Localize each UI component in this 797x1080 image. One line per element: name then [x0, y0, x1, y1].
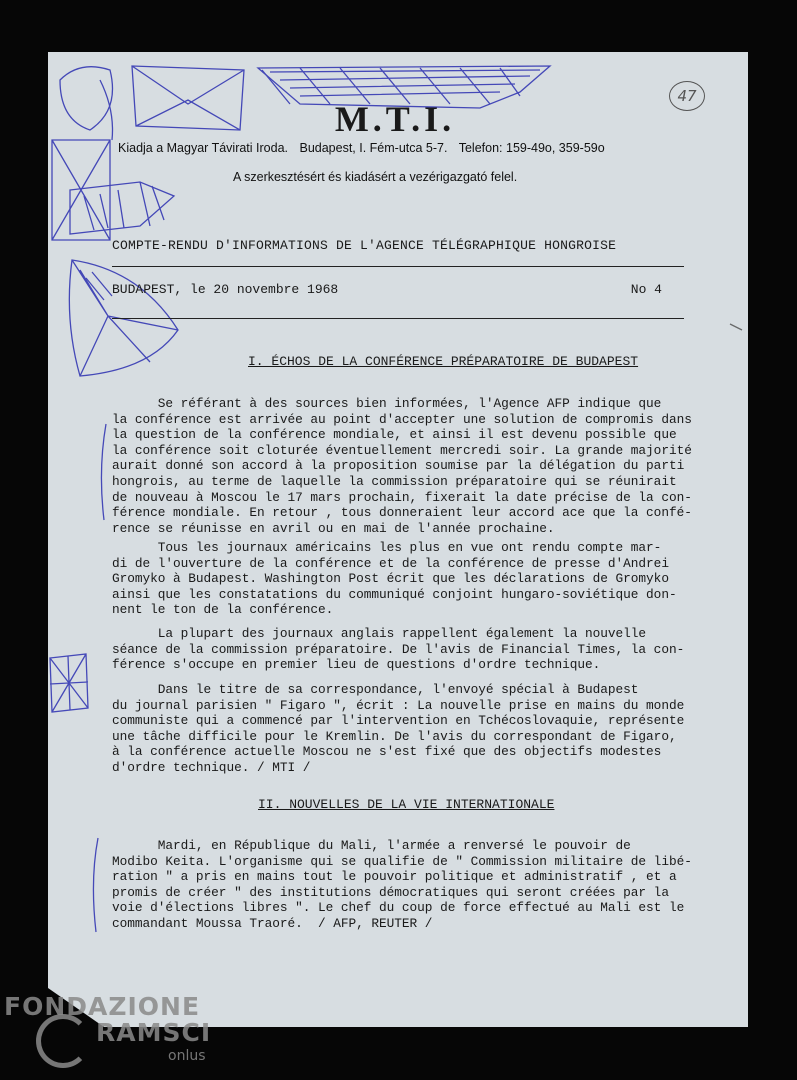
text-line: du journal parisien " Figaro ", écrit : La nouvelle prise en mains du monde	[112, 697, 685, 713]
text-line: commandant Moussa Traoré. / AFP, REUTER /	[112, 915, 433, 931]
section-heading-2: II. NOUVELLES DE LA VIE INTERNATIONALE	[258, 797, 555, 812]
dateline	[112, 282, 684, 297]
text-line: Gromyko à Budapest. Washington Post écrit que les déclarations de Gromyko	[112, 571, 669, 587]
text-line: la conférence soit cloturée éventuellement mercredi soir. La grande majorité	[112, 442, 692, 458]
text-line: férence s'occupe en premier lieu de questions d'ordre technique.	[112, 657, 601, 673]
section-heading-1: I. ÉCHOS DE LA CONFÉRENCE PRÉPARATOIRE DE BUDAPEST	[248, 354, 639, 369]
text-line: ration " a pris en mains tout le pouvoir politique et administratif , et a	[112, 869, 677, 885]
dateline-date: BUDAPEST, le 20 novembre 1968	[112, 282, 339, 297]
text-line: communiste qui a commencé par l'intervention en Tchécoslovaquie, représente	[112, 713, 685, 729]
publisher-phone: Telefon: 159-49o, 359-59o	[458, 141, 605, 155]
section1-paragraph-3	[112, 626, 692, 673]
watermark-line-3: onlus	[168, 1048, 206, 1064]
text-line: rence se réunisse en avril ou en mai de l'année prochaine.	[112, 520, 555, 536]
text-line: d'ordre technique. / MTI /	[112, 759, 311, 775]
watermark-line-1: FONDAZIONE	[4, 992, 201, 1021]
text-line: La plupart des journaux anglais rappellent également la nouvelle	[112, 626, 647, 641]
text-line: férence mondiale. En retour , tous donneraient leur accord ace que la confé-	[112, 505, 692, 521]
text-line: Mardi, en République du Mali, l'armée a renversé le pouvoir de	[112, 838, 631, 853]
text-line: Se référant à des sources bien informées, l'Agence AFP indique que	[112, 396, 662, 411]
page-number-circle: 47	[669, 81, 705, 111]
text-line: promis de créer " des institutions démocratiques qui seront créées par la	[112, 884, 669, 900]
publisher-name: Kiadja a Magyar Távirati Iroda.	[118, 141, 288, 155]
section1-paragraph-2	[112, 540, 692, 618]
text-line: Dans le titre de sa correspondance, l'envoyé spécial à Budapest	[112, 682, 639, 697]
watermark-line-2: RAMSCI	[96, 1018, 212, 1047]
text-line: séance de la commission préparatoire. De l'avis de Financial Times, la con-	[112, 641, 685, 657]
text-line: hongrois, au terme de laquelle la commission préparatoire qui se réunirait	[112, 473, 677, 489]
publisher-info	[118, 141, 613, 155]
publisher-address: Budapest, I. Fém-utca 5-7.	[299, 141, 448, 155]
text-line: di de l'ouverture de la conférence et de la conférence de presse d'Andrei	[112, 555, 669, 571]
text-line: ainsi que les constatations du communiqué conjoint hungaro-soviétique don-	[112, 586, 677, 602]
text-line: la question de la conférence mondiale, et ainsi il est devenu possible que	[112, 427, 677, 443]
text-line: la conférence est arrivée au point d'accepter une solution de compromis dans	[112, 411, 692, 427]
text-line: aurait donné son accord à la proposition soumise par la délégation du parti	[112, 458, 685, 474]
text-line: à la conférence actuelle Moscou ne s'est fixé que des objectifs modestes	[112, 744, 662, 760]
divider-bottom	[112, 318, 684, 319]
gramsci-logo-icon	[36, 1014, 90, 1068]
text-line: de nouveau à Moscou le 17 mars prochain, fixerait la date précise de la con-	[112, 489, 692, 505]
section1-paragraph-4	[112, 682, 692, 776]
text-line: Modibo Keita. L'organisme qui se qualifie de " Commission militaire de libé-	[112, 853, 692, 869]
text-line: une tâche difficile pour le Kremlin. De l'avis du correspondant de Figaro,	[112, 728, 677, 744]
editorial-responsibility: A szerkesztésért és kiadásért a vezérigazgató felel.	[233, 170, 518, 184]
text-line: nent le ton de la conférence.	[112, 602, 334, 618]
bulletin-number: No 4	[630, 282, 662, 297]
mti-logo: M.T.I.	[334, 99, 456, 139]
section2-paragraph-1	[112, 838, 692, 932]
report-title: COMPTE-RENDU D'INFORMATIONS DE L'AGENCE TÉLÉGRAPHIQUE HONGROISE	[112, 238, 617, 253]
section1-paragraph-1	[112, 396, 692, 536]
text-line: Tous les journaux américains les plus en vue ont rendu compte mar-	[112, 540, 662, 555]
text-line: voie d'élections libres ". Le chef du coup de force effectué au Mali est le	[112, 900, 685, 916]
divider-top	[112, 266, 684, 267]
